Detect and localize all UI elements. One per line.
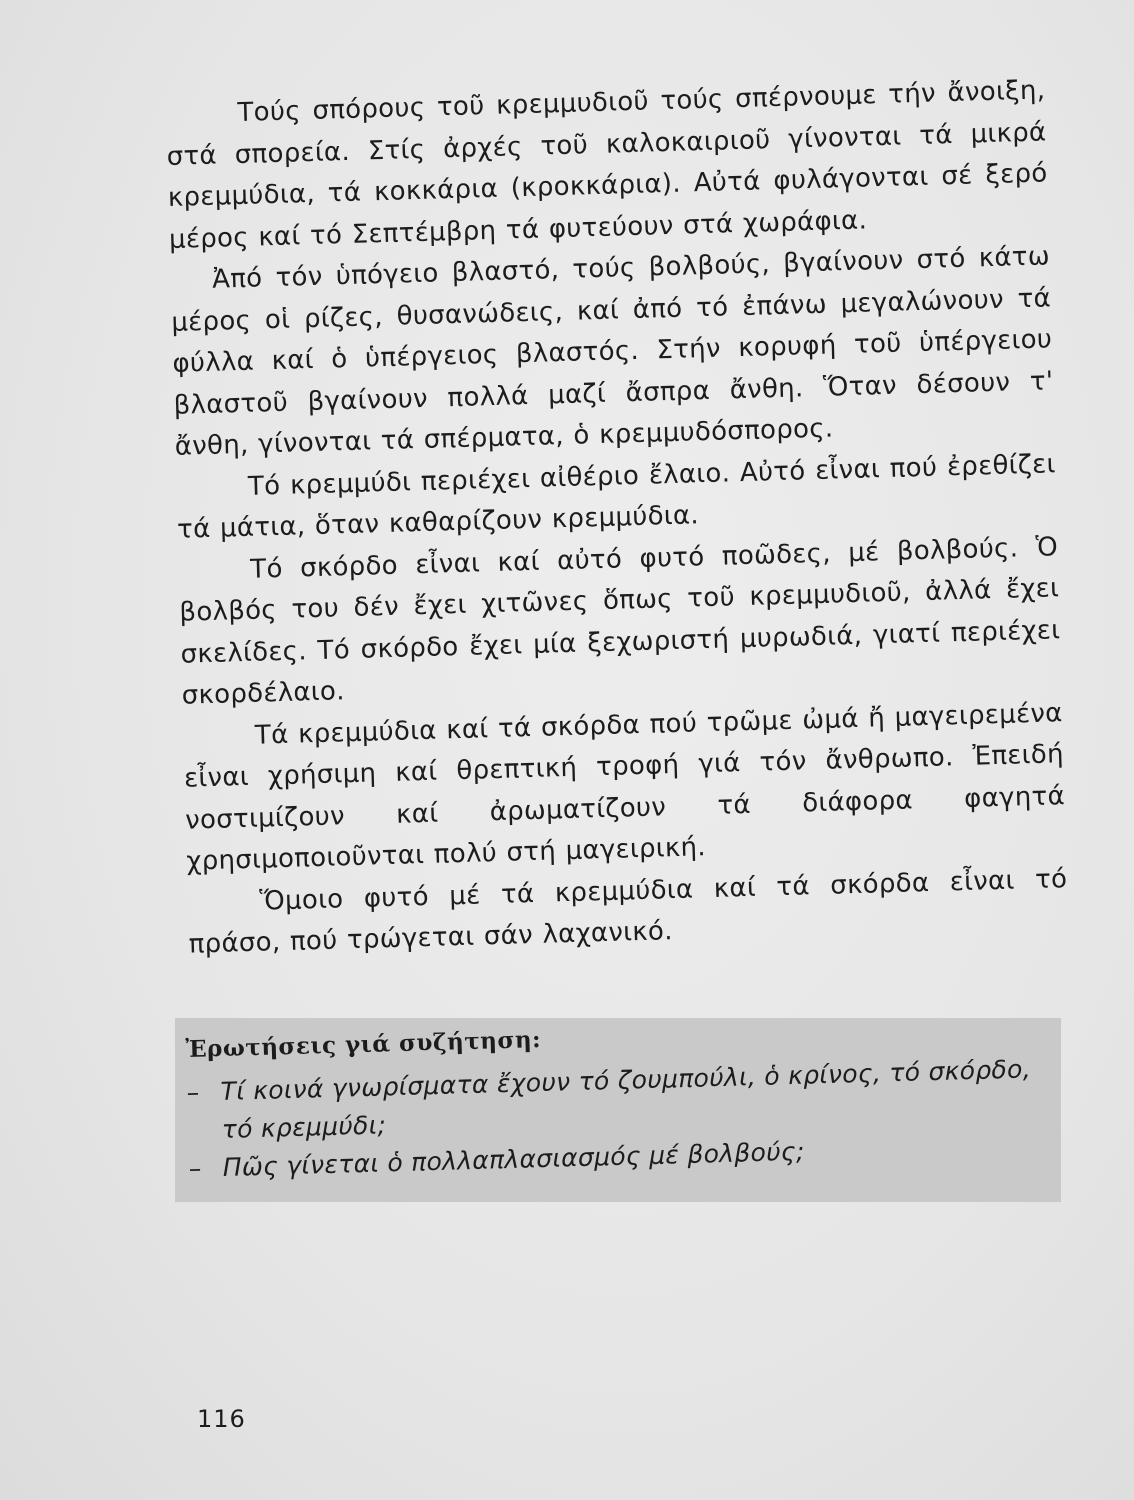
paragraph-onion-structure: Ἀπό τόν ὑπόγειο βλαστό, τούς βολβούς, βγαίνουν στό κάτω μέρος οἱ ρίζες, θυσανώδεις, καί ἀπό τό ἐπάνω μεγαλώνουν τά φύλλα καί ὁ ὑπέργειος βλαστός. Στήν κορυφή τοῦ ὑπέργειου βλαστοῦ βγαίνουν πολλά μαζί ἄσπρα ἄνθη. Ὅταν δέσουν τ' ἄνθη, γίνονται τά σπέρματα, ὁ κρεμμυδόσπορος. xyxy=(170,241,1054,462)
paragraph-uses: Τά κρεμμύδια καί τά σκόρδα πού τρῶμε ὠμά ἤ μαγειρεμένα εἶναι χρήσιμη καί θρεπτική τροφή γιά τόν ἄνθρωπο. Ἐπειδή νοστιμίζουν καί ἀρωματίζουν τά διάφορα φαγητά χρησιμοποιοῦνται πολύ στή μαγειρική. xyxy=(183,697,1066,877)
questions-title: Ἐρωτήσεις γιά συζήτηση: xyxy=(185,1026,542,1063)
paragraph-garlic: Τό σκόρδο εἶναι καί αὐτό φυτό ποῶδες, μέ βολβούς. Ὁ βολβός του δέν ἔχει χιτῶνες ὅπως τοῦ κρεμμυδιοῦ, ἀλλά ἔχει σκελίδες. Τό σκόρδο ἔχει μία ξεχωριστή μυρωδιά, γιατί περιέχει σκορδέλαιο. xyxy=(179,531,1061,711)
page-number: 116 xyxy=(197,1405,246,1433)
paragraph-onion-oil: Τό κρεμμύδι περιέχει αἰθέριο ἔλαιο. Αὐτό εἶναι πού ἐρεθίζει τά μάτια, ὅταν καθαρίζουν κρεμμύδια. xyxy=(176,448,1057,545)
body-text xyxy=(165,70,1069,966)
paragraph-onion-seeds: Τούς σπόρους τοῦ κρεμμυδιοῦ τούς σπέρνουμε τήν ἄνοιξη, στά σπορεία. Στίς ἀρχές τοῦ καλοκαιριοῦ γίνονται τά μικρά κρεμμύδια, τά κοκκάρια (κροκκάρια). Αὐτά φυλάγονται σέ ξερό μέρος καί τό Σεπτέμβρη τά φυτεύουν στά χωράφια. xyxy=(166,75,1048,255)
discussion-questions-box xyxy=(175,1018,1061,1202)
dash-bullet: – xyxy=(186,1077,200,1107)
paragraph-leek: Ὅμοιο φυτό μέ τά κρεμμύδια καί τά σκόρδα εἶναι τό πράσο, πού τρώγεται σάν λαχανικό. xyxy=(188,863,1068,960)
dash-bullet: – xyxy=(188,1153,203,1183)
question-text: Πῶς γίνεται ὁ πολλαπλασιασμός μέ βολβούς; xyxy=(222,1136,805,1182)
question-text: Τί κοινά γνωρίσματα ἔχουν τό ζουμπούλι, ὁ κρίνος, τό σκόρδο, τό κρεμμύδι; xyxy=(220,1054,1032,1145)
